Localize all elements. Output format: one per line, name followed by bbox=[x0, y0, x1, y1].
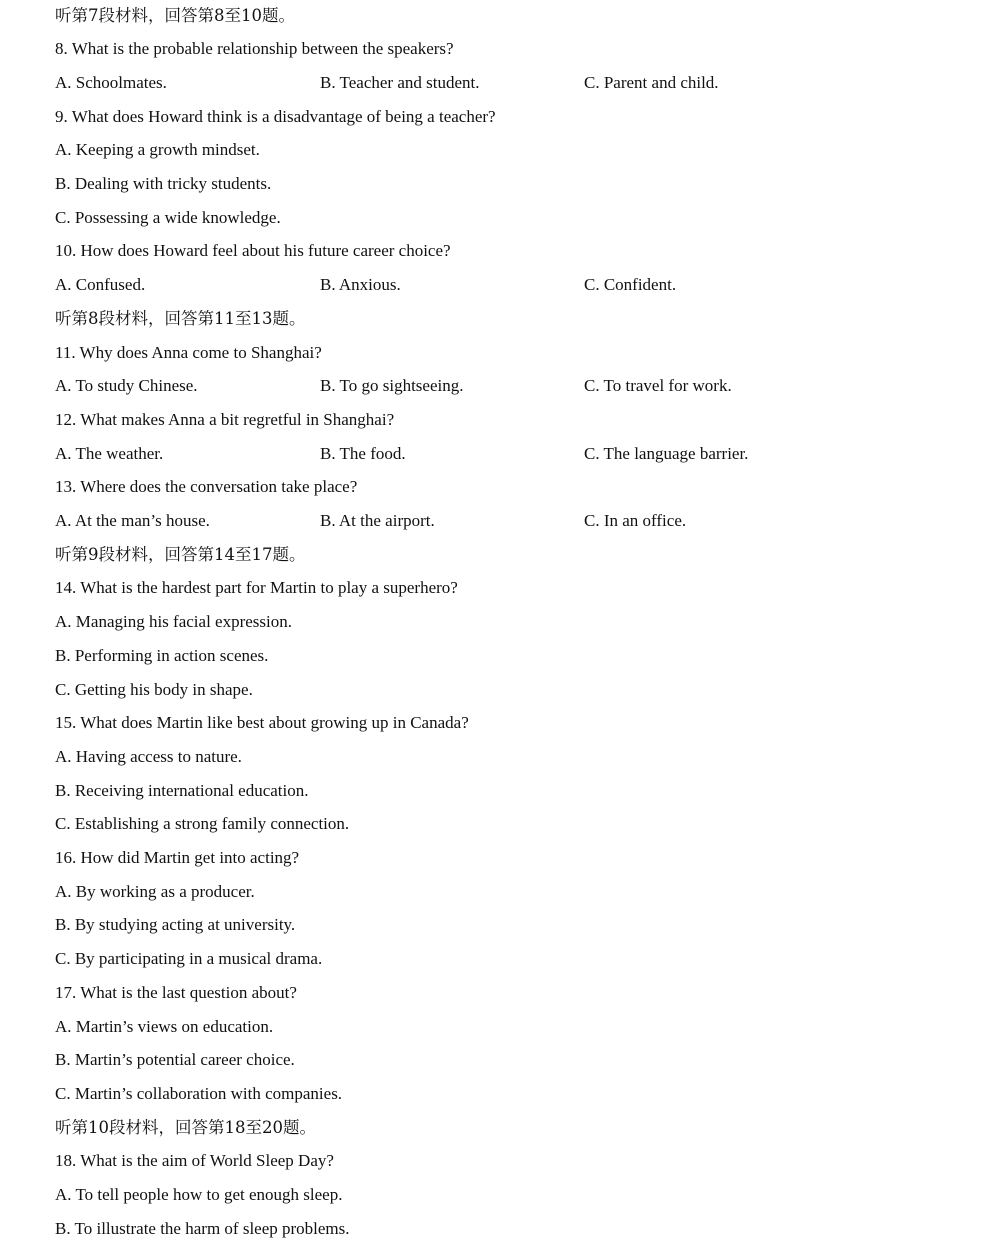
section-heading: 听第7段材料，回答第8至10题。 bbox=[55, 5, 295, 25]
option-b: B. At the airport. bbox=[320, 511, 435, 530]
option-c: C. Parent and child. bbox=[584, 72, 719, 92]
option-line: C. By participating in a musical drama. bbox=[55, 949, 323, 969]
option-line: B. Martin’s potential career choice. bbox=[55, 1050, 295, 1070]
option-line: B. To illustrate the harm of sleep problems. bbox=[55, 1218, 350, 1238]
option-line: C. Establishing a strong family connection. bbox=[55, 814, 350, 834]
question-text: 15. What does Martin like best about growing up in Canada? bbox=[55, 713, 469, 733]
option-line: A. Having access to nature. bbox=[55, 746, 242, 766]
question-text: 18. What is the aim of World Sleep Day? bbox=[55, 1151, 334, 1171]
option-line: B. Dealing with tricky students. bbox=[55, 174, 272, 193]
option-line: B. Performing in action scenes. bbox=[55, 645, 269, 665]
option-a: A. To study Chinese. bbox=[55, 376, 198, 396]
option-row bbox=[55, 66, 955, 100]
option-line: C. Martin’s collaboration with companies. bbox=[55, 1083, 343, 1103]
option-a: A. Schoolmates. bbox=[55, 72, 167, 92]
option-c: C. The language barrier. bbox=[584, 443, 749, 463]
option-line: A. Managing his facial expression. bbox=[55, 612, 292, 632]
question-text: 13. Where does the conversation take place? bbox=[55, 477, 358, 497]
option-line: C. Getting his body in shape. bbox=[55, 679, 253, 699]
section-heading: 听第8段材料，回答第11至13题。 bbox=[55, 308, 306, 328]
option-b: B. The food. bbox=[320, 443, 406, 463]
option-a: A. Confused. bbox=[55, 275, 146, 295]
section-heading: 听第10段材料，回答第18至20题。 bbox=[55, 1117, 316, 1137]
option-row bbox=[55, 268, 955, 302]
option-b: B. Teacher and student. bbox=[320, 72, 480, 92]
question-text: 11. Why does Anna come to Shanghai? bbox=[55, 342, 322, 362]
option-line: B. Receiving international education. bbox=[55, 780, 309, 800]
question-text: 16. How did Martin get into acting? bbox=[55, 848, 300, 867]
question-text: 12. What makes Anna a bit regretful in Shanghai? bbox=[55, 409, 395, 429]
option-c: C. Confident. bbox=[584, 275, 677, 295]
option-line: B. By studying acting at university. bbox=[55, 915, 296, 935]
section-heading: 听第9段材料，回答第14至17题。 bbox=[55, 544, 306, 564]
option-row bbox=[55, 437, 955, 471]
option-b: B. To go sightseeing. bbox=[320, 376, 464, 396]
option-b: B. Anxious. bbox=[320, 275, 401, 295]
question-text: 8. What is the probable relationship between the speakers? bbox=[55, 39, 454, 59]
question-text: 9. What does Howard think is a disadvantage of being a teacher? bbox=[55, 106, 496, 126]
option-row bbox=[55, 504, 955, 538]
question-text: 17. What is the last question about? bbox=[55, 982, 297, 1002]
option-a: A. At the man’s house. bbox=[55, 511, 210, 530]
option-line: A. Keeping a growth mindset. bbox=[55, 140, 260, 160]
question-text: 14. What is the hardest part for Martin to play a superhero? bbox=[55, 578, 458, 598]
option-row bbox=[55, 369, 955, 403]
option-c: C. In an office. bbox=[584, 511, 687, 530]
option-a: A. The weather. bbox=[55, 443, 164, 463]
option-line: A. To tell people how to get enough sleep. bbox=[55, 1185, 343, 1204]
question-text: 10. How does Howard feel about his future career choice? bbox=[55, 241, 451, 261]
option-line: A. Martin’s views on education. bbox=[55, 1016, 274, 1036]
option-line: A. By working as a producer. bbox=[55, 881, 255, 901]
option-c: C. To travel for work. bbox=[584, 376, 732, 396]
option-line: C. Possessing a wide knowledge. bbox=[55, 207, 281, 227]
